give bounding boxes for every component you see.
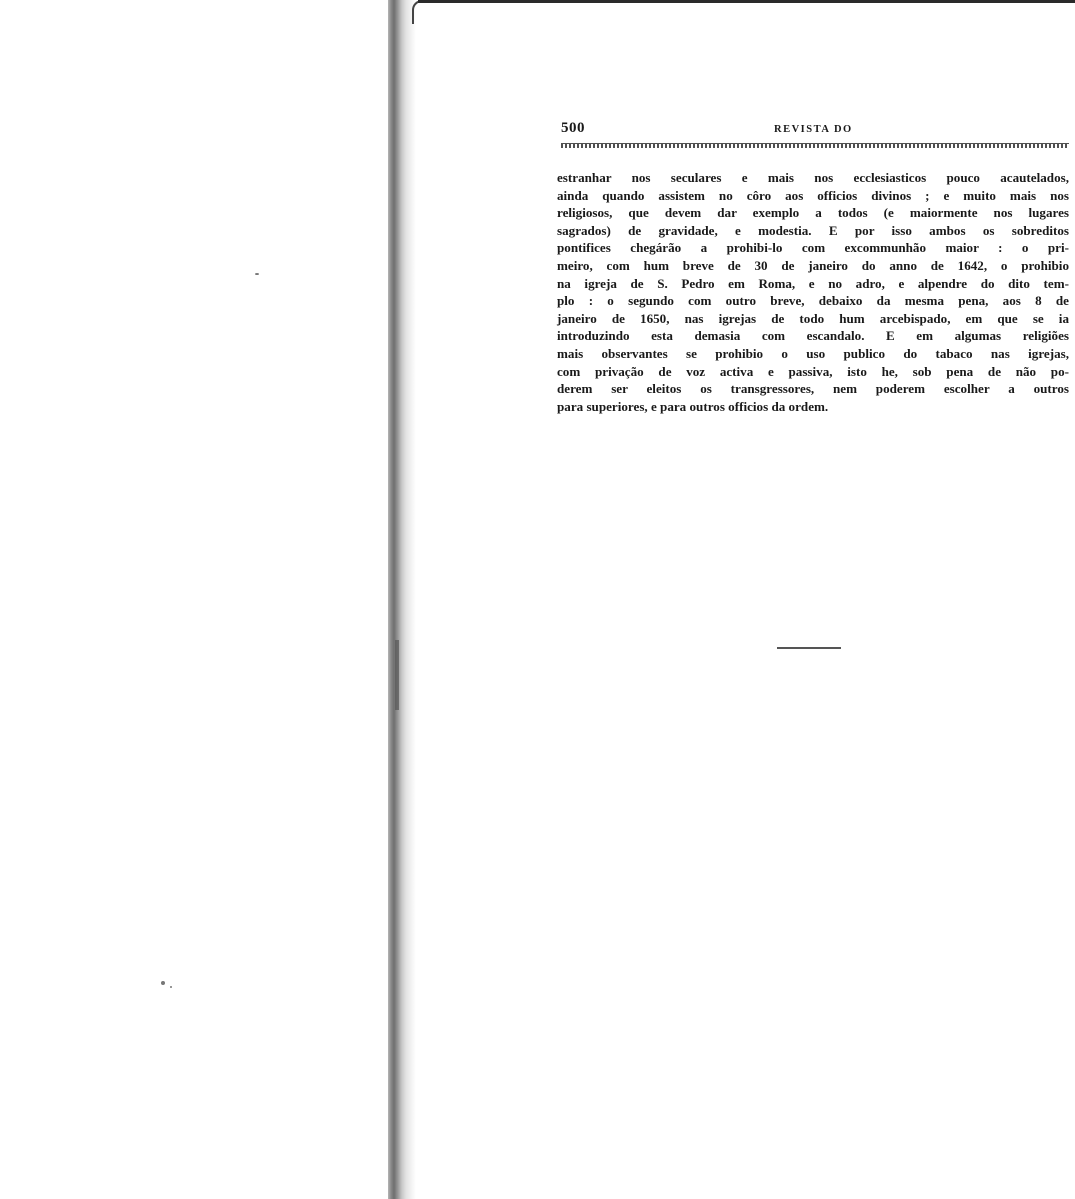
body-paragraph — [557, 169, 1069, 415]
running-head-title: REVISTA DO — [774, 124, 853, 135]
text-line: janeiro de 1650, nas igrejas de todo hum arcebispado, em que se ia — [557, 310, 1069, 326]
page-number: 500 — [561, 120, 585, 136]
text-line: pontifices chegárão a prohibi-lo com excommunhão maior : o pri- — [557, 240, 1069, 256]
paper-speck — [170, 986, 172, 988]
text-line: na igreja de S. Pedro em Roma, e no adro, e alpendre do dito tem- — [557, 275, 1069, 291]
spine-mark — [395, 640, 399, 710]
text-line: introduzindo esta demasia com escandalo. E em algumas religiões — [557, 328, 1069, 344]
paper-speck — [255, 273, 259, 275]
book-spine-shadow — [388, 0, 416, 1199]
text-line: religiosos, que devem dar exemplo a todos (e maiormente nos lugares — [557, 205, 1069, 221]
text-line: estranhar nos seculares e mais nos ecclesiasticos pouco acautelados, — [557, 170, 1069, 185]
text-line: para superiores, e para outros officios da ordem. — [557, 398, 829, 414]
left-blank-page — [0, 0, 388, 1199]
text-line: ainda quando assistem no côro aos officios divinos ; e muito mais nos — [557, 187, 1069, 203]
paper-speck — [161, 981, 165, 985]
text-line: plo : o segundo com outro breve, debaixo da mesma pena, aos 8 de — [557, 293, 1069, 309]
text-line: sagrados) de gravidade, e modestia. E por isso ambos os sobreditos — [557, 222, 1069, 238]
text-line: meiro, com hum breve de 30 de janeiro do anno de 1642, o prohibio — [557, 257, 1069, 273]
running-head — [561, 117, 1069, 139]
right-page — [420, 3, 1075, 1199]
section-end-rule — [777, 647, 841, 649]
text-line: com privação de voz activa e passiva, isto he, sob pena de não po- — [557, 363, 1069, 379]
text-line: mais observantes se prohibio o uso publico do tabaco nas igrejas, — [557, 345, 1069, 361]
text-line: derem ser eleitos os transgressores, nem poderem escolher a outros — [557, 381, 1069, 397]
header-rule — [561, 143, 1069, 148]
